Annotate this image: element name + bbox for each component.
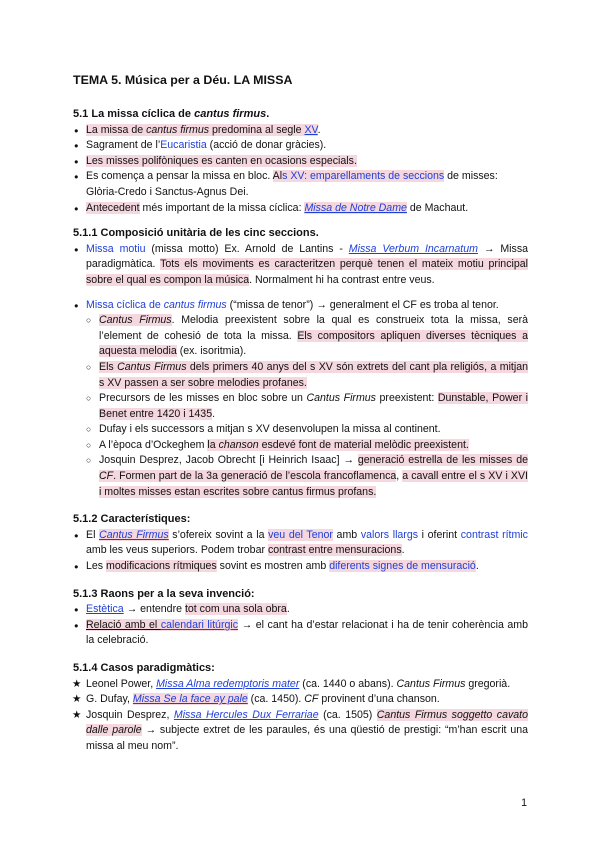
sub-list	[73, 313, 528, 500]
bullet-list	[73, 528, 528, 575]
list-item: ● Estètica → entendre tot com una sola obra.	[73, 602, 528, 618]
section-5-1-4	[73, 661, 528, 755]
link[interactable]: Estètica	[86, 603, 124, 616]
page-title: TEMA 5. Música per a Déu. LA MISSA	[73, 73, 293, 87]
link[interactable]: Missa Alma redemptoris mater	[156, 677, 300, 690]
section-heading: 5.1.3 Raons per a la seva invenció:	[73, 587, 255, 600]
document-page	[73, 72, 528, 755]
list-item: ○ Josquin Desprez, Jacob Obrecht [i Heinrich Isaac] → generació estrella de les misses de CF. Formen part de la 3a generació de l’escola francoflamenca, a cavall entre el s XV i XVI i moltes misses estan escrites sobre cantus firmus profans.	[73, 453, 528, 500]
link[interactable]: Missa Verbum Incarnatum	[348, 242, 478, 255]
bullet-list	[73, 298, 528, 501]
list-item: ● Sagrament de l’Eucaristia (acció de donar gràcies).	[73, 138, 528, 154]
link[interactable]: Eucaristia	[160, 139, 207, 152]
list-item: ○ Els Cantus Firmus dels primers 40 anys del s XV són extrets del cant pla religiós, a mitjan s XV passen a ser sobre melodies profanes.	[73, 360, 528, 391]
link[interactable]: calendari litúrgic	[160, 618, 239, 631]
list-item: ★ G. Dufay, Missa Se la face ay pale (ca. 1450). CF provinent d’una chanson.	[73, 692, 528, 708]
star-list	[73, 677, 528, 755]
list-item: ○ Dufay i els successors a mitjan s XV desenvolupen la missa al continent.	[73, 422, 528, 438]
list-item: ● La missa de cantus firmus predomina al segle XV.	[73, 123, 528, 139]
link[interactable]: Missa de Notre Dame	[304, 201, 407, 214]
list-item: ○ Precursors de les misses en bloc sobre un Cantus Firmus preexistent: Dunstable, Power i Benet entre 1420 i 1435.	[73, 391, 528, 422]
bullet-list	[73, 602, 528, 649]
section-5-1-2	[73, 512, 528, 574]
link[interactable]: Missa Se la face ay pale	[132, 693, 248, 706]
list-item: ● El Cantus Firmus s’ofereix sovint a la veu del Tenor amb valors llargs i oferint contrast rítmic amb les veus superiors. Podem trobar contrast entre mensuracions.	[73, 528, 528, 559]
link[interactable]: XV	[304, 123, 318, 136]
list-item: ● Relació amb el calendari litúrgic → el cant ha d’estar relacionat i ha de tenir coherència amb la celebració.	[73, 618, 528, 649]
bullet-list	[73, 242, 528, 289]
section-heading: 5.1.2 Característiques:	[73, 513, 191, 526]
section-5-1-1	[73, 226, 528, 500]
section-heading: 5.1 La missa cíclica de cantus firmus.	[73, 108, 270, 120]
list-item: ● Antecedent més important de la missa cíclica: Missa de Notre Dame de Machaut.	[73, 201, 528, 217]
section-heading: 5.1.1 Composició unitària de les cinc seccions.	[73, 227, 319, 240]
page-number: 1	[521, 797, 527, 809]
section-heading: 5.1.4 Casos paradigmàtics:	[73, 662, 215, 674]
section-5-1	[73, 107, 528, 216]
list-item: ★ Leonel Power, Missa Alma redemptoris mater (ca. 1440 o abans). Cantus Firmus gregorià.	[73, 677, 528, 693]
link[interactable]: Cantus Firmus	[99, 528, 169, 541]
list-item: ● Missa cíclica de cantus firmus (“missa de tenor”) → generalment el CF es troba al tenor. ○ Cantus Firmus. Melodia preexistent sobre la qual es construeix tota la missa, serà l’element de cohesió de tota la missa. Els compositors apliquen diverses tècniques a aquesta melodia (ex. isoritmia). ○ Els Cantus Firmus dels primers 40 anys del s XV són extrets del cant pla religiós, a mitjan s XV passen a ser sobre melodies profanes. ○ Precursors de les misses en bloc sobre un Cantus Firmus preexistent: Dunstable, Power i Benet entre 1420 i 1435. ○ Dufay i els successors a mitjan s XV desenvolupen la missa al continent. ○ A l’època d’Ockeghem la chanson esdevé font de material melòdic preexistent. ○ Josquin Desprez, Jacob Obrecht [i Heinrich Isaac] → generació estrella de les misses de CF. Formen part de la 3a generació de l’escola francoflamenca, a cavall entre el s XV i XVI i moltes misses estan escrites sobre cantus firmus profans.	[73, 298, 528, 501]
bullet-list	[73, 123, 528, 217]
list-item: ○ A l’època d’Ockeghem la chanson esdevé font de material melòdic preexistent.	[73, 438, 528, 454]
list-item: ● Missa motiu (missa motto) Ex. Arnold de Lantins - Missa Verbum Incarnatum → Missa paradigmàtica. Tots els moviments es caracteritzen perquè tenen el mateix motiu principal sobre el qual es compon la música. Normalment hi ha contrast entre veus.	[73, 242, 528, 289]
section-5-1-3	[73, 587, 528, 649]
list-item: ● Es comença a pensar la missa en bloc. Als XV: emparellaments de seccions de misses: Glòria-Credo i Sanctus-Agnus Dei.	[73, 169, 528, 200]
list-item: ● Les modificacions rítmiques sovint es mostren amb diferents signes de mensuració.	[73, 559, 528, 575]
list-item: ● Les misses polifòniques es canten en ocasions especials.	[73, 154, 528, 170]
list-item: ○ Cantus Firmus. Melodia preexistent sobre la qual es construeix tota la missa, serà l’element de cohesió de tota la missa. Els compositors apliquen diverses tècniques a aquesta melodia (ex. isoritmia).	[73, 313, 528, 360]
link[interactable]: Missa Hercules Dux Ferrariae	[173, 708, 319, 721]
list-item: ★ Josquin Desprez, Missa Hercules Dux Ferrariae (ca. 1505) Cantus Firmus soggetto cavato dalle parole → subjecte extret de les paraules, és una qüestió de prestigi: “m’han escrit una missa al meu nom”.	[73, 708, 528, 755]
